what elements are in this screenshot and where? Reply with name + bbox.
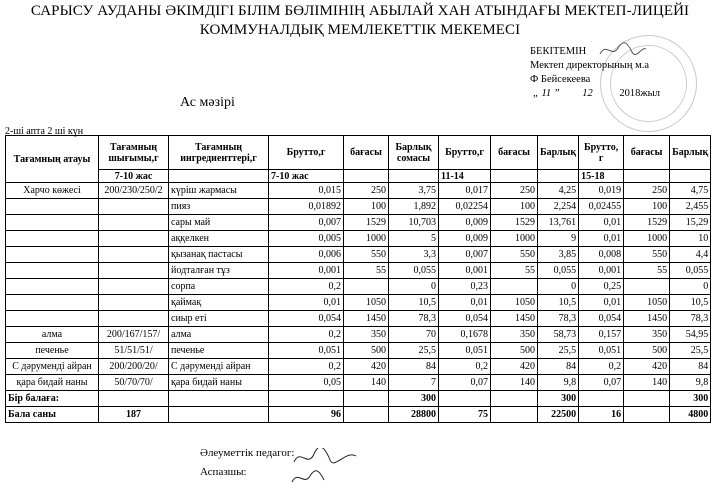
cell-p2: 420 <box>491 359 538 375</box>
cell-p2: 1450 <box>491 311 538 327</box>
cell-g1: 0,007 <box>269 215 344 231</box>
week-label: 2-ші апта 2 ші күн <box>5 126 84 137</box>
cell-p1: 250 <box>344 183 389 199</box>
cell-t3: 0 <box>670 279 711 295</box>
cell-yield: 200/200/20/ <box>99 359 169 375</box>
cell-t3: 15,29 <box>670 215 711 231</box>
age-group-11-14: 11-14 <box>439 170 491 183</box>
cell-p1: 100 <box>344 199 389 215</box>
approval-title: БЕКІТЕМІН <box>530 46 587 57</box>
cell-dish: С дәруменді айран <box>6 359 99 375</box>
cell-t1: 10,703 <box>389 215 439 231</box>
header-total-2: Барлық <box>538 136 579 170</box>
cell-p2 <box>491 279 538 295</box>
cell-dish <box>6 263 99 279</box>
cell-g3: 0,001 <box>579 263 624 279</box>
cell-p1: 140 <box>344 375 389 391</box>
cell-t2: 4,25 <box>538 183 579 199</box>
cell-p3: 1529 <box>624 215 670 231</box>
cell-dish: қара бидай наны <box>6 375 99 391</box>
cell-ing: алма <box>169 327 269 343</box>
cell-p3: 550 <box>624 247 670 263</box>
cell-g3: 0,01 <box>579 295 624 311</box>
approval-block <box>530 45 710 101</box>
approval-position: Мектеп директорының м.а <box>530 60 650 71</box>
cell-t3: 54,95 <box>670 327 711 343</box>
table-row <box>6 279 711 295</box>
age-group-yield: 7-10 жас <box>99 170 169 183</box>
cell-ing: сорпа <box>169 279 269 295</box>
document-header <box>0 2 720 40</box>
cell-p1: 500 <box>344 343 389 359</box>
cell-p3: 1000 <box>624 231 670 247</box>
cell-p2: 350 <box>491 327 538 343</box>
approval-day: „ 11 ” <box>533 88 560 99</box>
cell-yield <box>99 199 169 215</box>
table-row <box>6 199 711 215</box>
cell-yield <box>99 215 169 231</box>
cell-dish <box>6 311 99 327</box>
cell-p3: 140 <box>624 375 670 391</box>
cell-g3: 0,01 <box>579 215 624 231</box>
cell-g2: 0,2 <box>439 359 491 375</box>
cell-yield: 51/51/51/ <box>99 343 169 359</box>
cell-g3: 0,019 <box>579 183 624 199</box>
table-row <box>6 327 711 343</box>
cell-t2: 9,8 <box>538 375 579 391</box>
cell-ing: пияз <box>169 199 269 215</box>
child-count-row <box>6 407 711 423</box>
cell-t2: 10,5 <box>538 295 579 311</box>
cell-t3: 4,4 <box>670 247 711 263</box>
cell-t1: 78,3 <box>389 311 439 327</box>
cell-g2: 0,02254 <box>439 199 491 215</box>
age-group-15-18: 15-18 <box>579 170 624 183</box>
menu-title: Ас мәзірі <box>180 95 235 110</box>
cell-t2: 0,055 <box>538 263 579 279</box>
age-group-row <box>6 170 711 183</box>
approval-month: 12 <box>582 88 593 99</box>
per-child-label: Бір балаға: <box>6 391 99 407</box>
cell-ing: қаймақ <box>169 295 269 311</box>
cell-g3: 0,2 <box>579 359 624 375</box>
cell-g2: 0,001 <box>439 263 491 279</box>
table-row <box>6 183 711 199</box>
cell-dish <box>6 199 99 215</box>
cell-t2: 0 <box>538 279 579 295</box>
cell-ing: қара бидай наны <box>169 375 269 391</box>
cell-g2: 0,07 <box>439 375 491 391</box>
cell-t3: 0,055 <box>670 263 711 279</box>
cell-ing: йодталған тұз <box>169 263 269 279</box>
header-yield: Тағамның шығымы,г <box>99 136 169 170</box>
cell-g2: 0,051 <box>439 343 491 359</box>
cell-dish <box>6 247 99 263</box>
cell-g1: 0,01892 <box>269 199 344 215</box>
cell-t3: 25,5 <box>670 343 711 359</box>
cell-p2: 1000 <box>491 231 538 247</box>
table-row <box>6 215 711 231</box>
cell-t1: 5 <box>389 231 439 247</box>
cell-p2: 1050 <box>491 295 538 311</box>
cell-ing: С дәруменді айран <box>169 359 269 375</box>
cell-p1 <box>344 279 389 295</box>
cell-t3: 10,5 <box>670 295 711 311</box>
approval-year: 2018жыл <box>619 88 660 99</box>
cell-g3: 0,054 <box>579 311 624 327</box>
cell-g1: 0,2 <box>269 327 344 343</box>
cell-ing: сиыр еті <box>169 311 269 327</box>
cell-p2: 55 <box>491 263 538 279</box>
child-count-sum-2: 22500 <box>538 407 579 423</box>
cell-p3: 1050 <box>624 295 670 311</box>
cell-t1: 10,5 <box>389 295 439 311</box>
cell-ing: аққелкен <box>169 231 269 247</box>
cell-p3: 1450 <box>624 311 670 327</box>
cell-t3: 2,455 <box>670 199 711 215</box>
cell-g3: 0,02455 <box>579 199 624 215</box>
header-price-3: бағасы <box>624 136 670 170</box>
cell-dish <box>6 231 99 247</box>
cell-g1: 0,051 <box>269 343 344 359</box>
cell-p1: 550 <box>344 247 389 263</box>
cell-p1: 55 <box>344 263 389 279</box>
cell-t3: 78,3 <box>670 311 711 327</box>
per-child-total-2: 300 <box>538 391 579 407</box>
staff-signatures <box>290 448 360 488</box>
header-total-1: Барлық сомасы <box>389 136 439 170</box>
cell-g2: 0,054 <box>439 311 491 327</box>
cell-p1: 350 <box>344 327 389 343</box>
cell-p2: 500 <box>491 343 538 359</box>
header-gross-2: Брутто,г <box>439 136 491 170</box>
cell-p2: 250 <box>491 183 538 199</box>
cell-g2: 0,009 <box>439 215 491 231</box>
cell-yield: 200/230/250/2 <box>99 183 169 199</box>
header-total-3: Барлық <box>670 136 711 170</box>
cell-t2: 2,254 <box>538 199 579 215</box>
table-header-row <box>6 136 711 170</box>
approval-name: Ф Бейсекеева <box>530 74 591 85</box>
cell-p3: 420 <box>624 359 670 375</box>
cell-g3: 0,008 <box>579 247 624 263</box>
cell-t2: 58,73 <box>538 327 579 343</box>
cell-t2: 3,85 <box>538 247 579 263</box>
cell-t2: 13,761 <box>538 215 579 231</box>
cell-g2: 0,007 <box>439 247 491 263</box>
cell-p2: 140 <box>491 375 538 391</box>
cell-p2: 100 <box>491 199 538 215</box>
cell-yield <box>99 247 169 263</box>
age-group-7-10: 7-10 жас <box>269 170 344 183</box>
table-row <box>6 231 711 247</box>
cell-t1: 70 <box>389 327 439 343</box>
cell-yield: 50/70/70/ <box>99 375 169 391</box>
cell-p3: 100 <box>624 199 670 215</box>
cell-dish <box>6 215 99 231</box>
cell-dish: алма <box>6 327 99 343</box>
header-line-2: КОММУНАЛДЫҚ МЕМЛЕКЕТТІК МЕКЕМЕСІ <box>199 22 521 38</box>
cell-g2: 0,01 <box>439 295 491 311</box>
cell-g3: 0,157 <box>579 327 624 343</box>
approval-date <box>530 87 710 101</box>
cell-p1: 1050 <box>344 295 389 311</box>
cell-ing: сары май <box>169 215 269 231</box>
cell-g3: 0,01 <box>579 231 624 247</box>
table-row <box>6 375 711 391</box>
cell-p1: 1000 <box>344 231 389 247</box>
cell-t1: 3,75 <box>389 183 439 199</box>
cell-p3: 55 <box>624 263 670 279</box>
footer-pedagogue: Әлеуметтік педагог: <box>200 447 295 459</box>
header-gross-3: Брутто, г <box>579 136 624 170</box>
cell-g1: 0,006 <box>269 247 344 263</box>
cell-g1: 0,054 <box>269 311 344 327</box>
cell-p3 <box>624 279 670 295</box>
table-row <box>6 359 711 375</box>
cell-yield <box>99 279 169 295</box>
cell-p1: 1529 <box>344 215 389 231</box>
cell-ing: печенье <box>169 343 269 359</box>
cell-t2: 84 <box>538 359 579 375</box>
cell-dish <box>6 279 99 295</box>
table-row <box>6 247 711 263</box>
cell-g2: 0,009 <box>439 231 491 247</box>
cell-t3: 10 <box>670 231 711 247</box>
cell-dish: печенье <box>6 343 99 359</box>
table-row <box>6 311 711 327</box>
header-price-1: бағасы <box>344 136 389 170</box>
cell-yield <box>99 231 169 247</box>
table-row <box>6 263 711 279</box>
cell-p2: 550 <box>491 247 538 263</box>
header-ingredients: Тағамның ингредиенттері,г <box>169 136 269 170</box>
table-row <box>6 295 711 311</box>
cell-p3: 500 <box>624 343 670 359</box>
cell-g1: 0,015 <box>269 183 344 199</box>
cell-g1: 0,01 <box>269 295 344 311</box>
child-count-sum-1: 28800 <box>389 407 439 423</box>
child-count-label: Бала саны <box>6 407 99 423</box>
cell-dish: Харчо көжесі <box>6 183 99 199</box>
cell-t3: 84 <box>670 359 711 375</box>
cell-p3: 350 <box>624 327 670 343</box>
header-dish: Тағамның атауы <box>6 136 99 183</box>
cell-t2: 78,3 <box>538 311 579 327</box>
cell-p2: 1529 <box>491 215 538 231</box>
child-count-yield: 187 <box>99 407 169 423</box>
cell-g2: 0,23 <box>439 279 491 295</box>
cell-t1: 84 <box>389 359 439 375</box>
cell-g3: 0,25 <box>579 279 624 295</box>
cell-t2: 25,5 <box>538 343 579 359</box>
cell-g1: 0,05 <box>269 375 344 391</box>
cell-g3: 0,051 <box>579 343 624 359</box>
cell-yield <box>99 295 169 311</box>
per-child-total-1: 300 <box>389 391 439 407</box>
cell-yield <box>99 311 169 327</box>
cell-ing: күріш жармасы <box>169 183 269 199</box>
cell-t1: 25,5 <box>389 343 439 359</box>
cell-dish <box>6 295 99 311</box>
cell-p3: 250 <box>624 183 670 199</box>
header-price-2: бағасы <box>491 136 538 170</box>
child-count-sum-3: 4800 <box>670 407 711 423</box>
per-child-total-3: 300 <box>670 391 711 407</box>
cell-t1: 1,892 <box>389 199 439 215</box>
header-gross-1: Брутто,г <box>269 136 344 170</box>
header-line-1: САРЫСУ АУДАНЫ ӘКІМДІГІ БІЛІМ БӨЛІМІНІҢ АБЫЛАЙ ХАН АТЫНДАҒЫ МЕКТЕП-ЛИЦЕЙІ <box>30 3 690 19</box>
cell-g2: 0,017 <box>439 183 491 199</box>
cell-yield <box>99 263 169 279</box>
menu-body <box>6 183 711 391</box>
cell-g1: 0,2 <box>269 359 344 375</box>
per-child-row <box>6 391 711 407</box>
cell-g2: 0,1678 <box>439 327 491 343</box>
cell-g1: 0,001 <box>269 263 344 279</box>
cell-g1: 0,005 <box>269 231 344 247</box>
cell-g1: 0,2 <box>269 279 344 295</box>
cell-t1: 7 <box>389 375 439 391</box>
cell-g3: 0,07 <box>579 375 624 391</box>
footer-cook: Аспазшы: <box>200 466 247 478</box>
child-count-3: 16 <box>579 407 624 423</box>
cell-ing: қызанақ пастасы <box>169 247 269 263</box>
cell-t1: 0,055 <box>389 263 439 279</box>
cell-t3: 9,8 <box>670 375 711 391</box>
cell-p1: 420 <box>344 359 389 375</box>
cell-t3: 4,75 <box>670 183 711 199</box>
cell-t2: 9 <box>538 231 579 247</box>
cell-yield: 200/167/157/ <box>99 327 169 343</box>
menu-table <box>5 135 711 423</box>
child-count-1: 96 <box>269 407 344 423</box>
cell-t1: 0 <box>389 279 439 295</box>
cell-t1: 3,3 <box>389 247 439 263</box>
child-count-2: 75 <box>439 407 491 423</box>
table-row <box>6 343 711 359</box>
cell-p1: 1450 <box>344 311 389 327</box>
